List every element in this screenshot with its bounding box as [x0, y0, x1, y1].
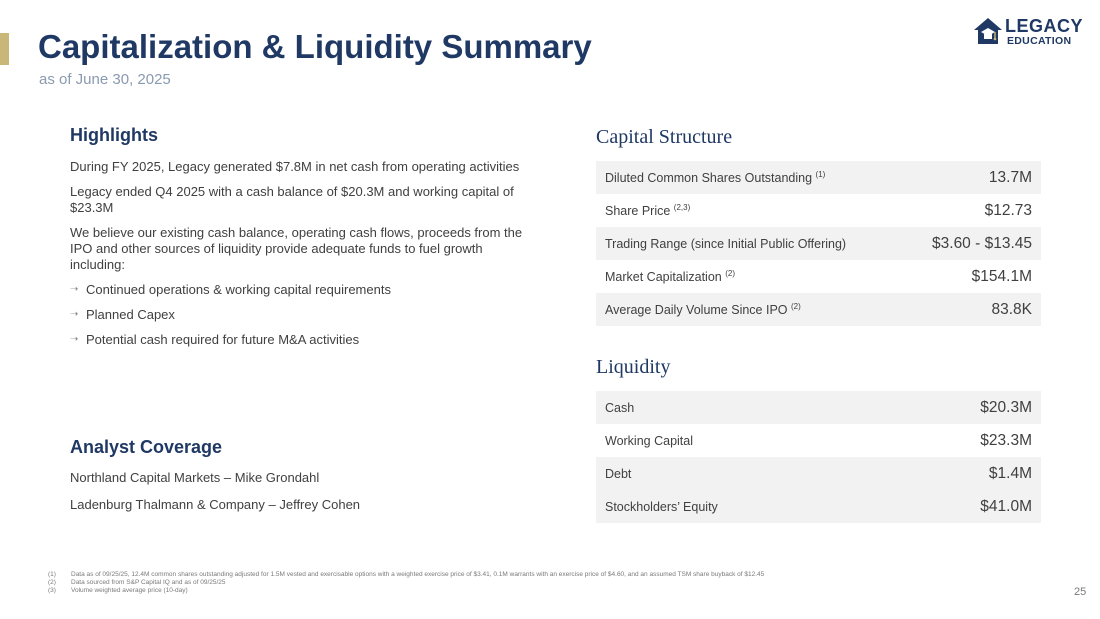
table-row	[596, 490, 1041, 523]
title-accent-bar	[0, 33, 9, 65]
footnote: (1) Data as of 09/25/25, 12.4M common shares outstanding adjusted for 1.5M vested and exercisable options with a weighted exercise price of $3.41, 0.1M warrants with an exercise price of $4.60, and an assumed TSM share buyback of $12.45	[48, 571, 765, 578]
bullet-item: ➝ Planned Capex	[70, 307, 175, 322]
logo-wordmark-top: LEGACY	[1005, 16, 1084, 36]
row-value: $23.3M	[980, 431, 1032, 449]
highlight-paragraph: We believe our existing cash balance, operating cash flows, proceeds from the IPO and other sources of liquidity provide adequate funds to fuel growth including:	[70, 225, 523, 272]
legacy-education-logo	[972, 16, 1084, 48]
row-label: Cash	[605, 400, 635, 415]
table-row	[596, 457, 1041, 490]
table-row	[596, 391, 1041, 424]
analyst-item: Ladenburg Thalmann & Company – Jeffrey Cohen	[70, 497, 361, 512]
footnotes	[48, 571, 764, 595]
arrow-bullet-icon: ➝	[70, 334, 79, 345]
highlights-section	[70, 159, 530, 357]
page-number: 25	[1074, 586, 1087, 598]
highlight-paragraph: Legacy ended Q4 2025 with a cash balance of $20.3M and working capital of $23.3M	[70, 184, 514, 215]
row-value: $1.4M	[988, 464, 1032, 482]
row-value: 13.7M	[988, 168, 1032, 186]
footnote: (2) Data sourced from S&P Capital IQ and as of 09/25/25	[48, 579, 226, 586]
growth-bullet-list	[70, 282, 530, 348]
arrow-bullet-icon: ➝	[70, 284, 79, 295]
row-label: Market Capitalization	[605, 270, 722, 285]
bullet-item: ➝ Potential cash required for future M&A activities	[70, 332, 360, 347]
capital-structure-table	[596, 161, 1041, 326]
footnote-ref: (1)	[815, 169, 826, 179]
arrow-bullet-icon: ➝	[70, 309, 79, 320]
row-value: $12.73	[984, 201, 1032, 219]
table-row	[596, 194, 1041, 227]
footnote-ref: (2)	[791, 301, 801, 311]
capital-structure-heading: Capital Structure	[596, 126, 733, 148]
analyst-coverage-heading: Analyst Coverage	[70, 437, 223, 457]
row-label: Average Daily Volume Since IPO	[605, 303, 788, 318]
row-label: Debt	[605, 466, 632, 481]
row-label: Stockholders’ Equity	[605, 499, 718, 514]
table-row	[596, 227, 1041, 260]
highlights-heading: Highlights	[70, 125, 158, 145]
row-label: Trading Range (since Initial Public Offering)	[605, 236, 847, 251]
page-title: Capitalization & Liquidity Summary	[38, 28, 592, 65]
bullet-item: ➝ Continued operations & working capital requirements	[70, 282, 391, 297]
table-row	[596, 293, 1041, 326]
analyst-coverage-list	[70, 470, 360, 524]
table-row	[596, 161, 1041, 194]
liquidity-table	[596, 391, 1041, 523]
page-subtitle: as of June 30, 2025	[39, 71, 171, 88]
row-label: Working Capital	[605, 433, 694, 448]
footnote-ref: (2)	[725, 268, 735, 278]
row-value: $154.1M	[971, 267, 1032, 285]
row-label: Diluted Common Shares Outstanding	[605, 171, 813, 186]
graduation-house-icon	[972, 16, 1006, 46]
row-value: 83.8K	[991, 300, 1032, 318]
logo-wordmark-bottom: EDUCATION	[1007, 35, 1072, 47]
table-row	[596, 424, 1041, 457]
row-value: $3.60 - $13.45	[932, 234, 1032, 252]
analyst-item: Northland Capital Markets – Mike Grondahl	[70, 470, 320, 485]
row-value: $20.3M	[980, 398, 1032, 416]
footnote-ref: (2,3)	[673, 202, 691, 212]
row-value: $41.0M	[980, 497, 1032, 515]
footnote: (3) Volume weighted average price (10-day)	[48, 587, 188, 594]
highlight-paragraph: During FY 2025, Legacy generated $7.8M in net cash from operating activities	[70, 159, 520, 174]
row-label: Share Price	[605, 204, 671, 219]
table-row	[596, 260, 1041, 293]
liquidity-heading: Liquidity	[596, 356, 671, 378]
